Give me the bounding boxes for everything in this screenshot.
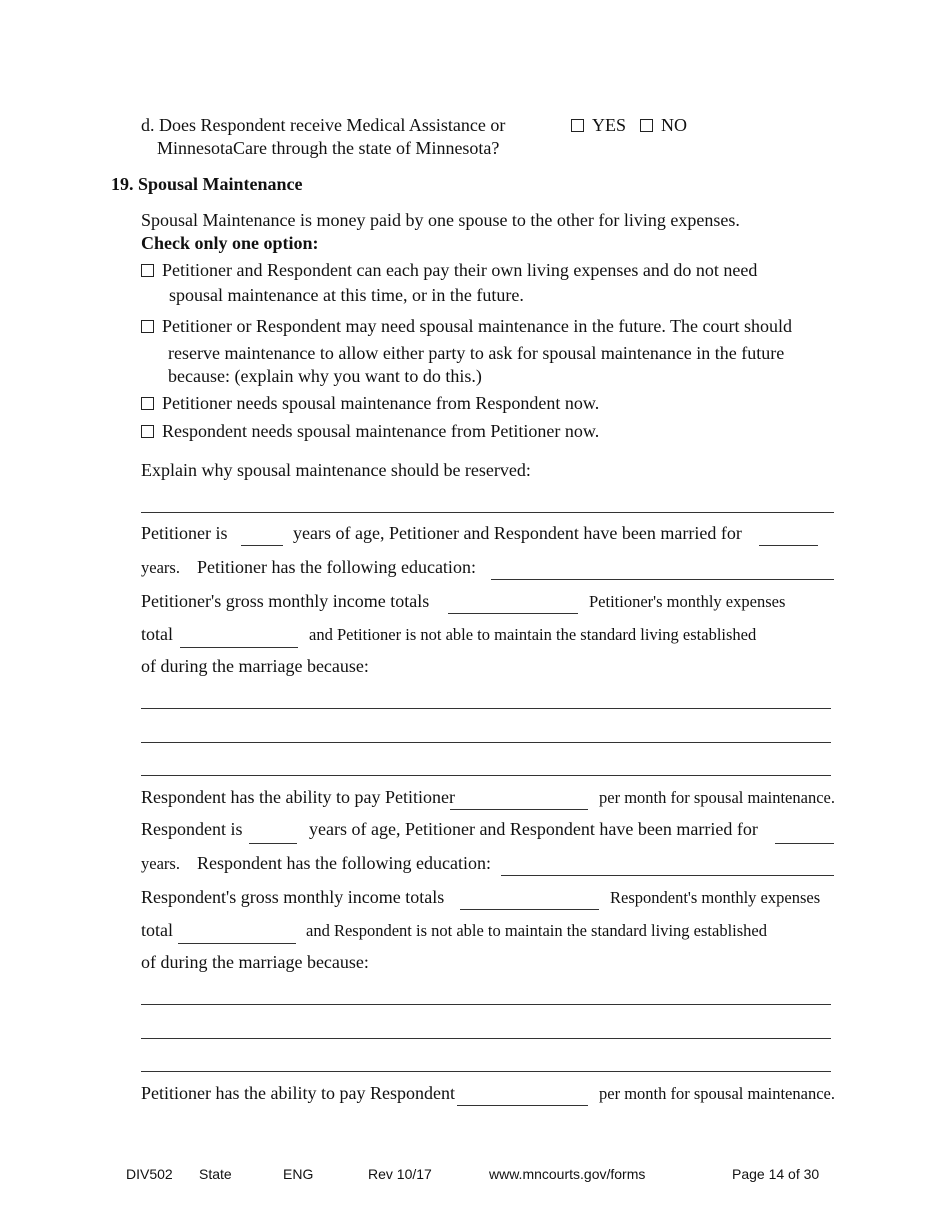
q18d-yes-label: YES (592, 115, 627, 135)
petitioner-pay-amount-field[interactable] (457, 1105, 588, 1106)
q18d-no-checkbox[interactable] (640, 119, 653, 132)
petitioner-is-label: Petitioner is (141, 523, 228, 543)
petitioner-reason-line-2[interactable] (141, 742, 831, 743)
petitioner-education-field[interactable] (491, 579, 834, 580)
petitioner-during-marriage-label: of during the marriage because: (141, 656, 369, 676)
petitioner-not-able-label: and Petitioner is not able to maintain the standard living established (309, 625, 757, 644)
option-respondent-needs-label: Respondent needs spousal maintenance from Petitioner now. (162, 421, 600, 441)
option-reserve-line1: Petitioner or Respondent may need spousal maintenance in the future. The court should (162, 316, 793, 336)
option-petitioner-needs-label: Petitioner needs spousal maintenance from Respondent now. (162, 393, 600, 413)
option-reserve-checkbox[interactable] (141, 320, 154, 333)
petitioner-gross-income-label: Petitioner's gross monthly income totals (141, 591, 430, 611)
q18d-text-line2: MinnesotaCare through the state of Minnesota? (157, 138, 500, 158)
petitioner-education-label: Petitioner has the following education: (197, 557, 476, 577)
respondent-ability-to-pay-label: Respondent has the ability to pay Petitioner (141, 787, 455, 807)
q18d-yes-checkbox[interactable] (571, 119, 584, 132)
respondent-during-marriage-label: of during the marriage because: (141, 952, 369, 972)
petitioner-reason-line-1[interactable] (141, 708, 831, 709)
footer-revision: Rev 10/17 (368, 1166, 432, 1182)
section-intro: Spousal Maintenance is money paid by one spouse to the other for living expenses. (141, 210, 740, 230)
explain-reserved-line[interactable] (141, 512, 834, 513)
option-no-maintenance-line2: spousal maintenance at this time, or in the future. (169, 285, 524, 305)
petitioner-married-years-field[interactable] (759, 545, 818, 546)
explain-reserved-label: Explain why spousal maintenance should be reserved: (141, 460, 531, 480)
section-instruction: Check only one option: (141, 233, 319, 253)
option-petitioner-needs-checkbox[interactable] (141, 397, 154, 410)
footer-state: State (199, 1166, 232, 1182)
section-heading: 19. Spousal Maintenance (111, 174, 303, 194)
option-reserve-line3: because: (explain why you want to do this.) (168, 366, 482, 386)
respondent-gross-income-field[interactable] (460, 909, 599, 910)
respondent-is-label: Respondent is (141, 819, 243, 839)
option-no-maintenance-checkbox[interactable] (141, 264, 154, 277)
respondent-age-field[interactable] (249, 843, 297, 844)
respondent-total-label: total (141, 920, 173, 940)
respondent-years-of-age-label: years of age, Petitioner and Respondent have been married for (309, 819, 758, 839)
footer-form-id: DIV502 (126, 1166, 173, 1182)
petitioner-per-month-label: per month for spousal maintenance. (599, 1084, 835, 1103)
q18d-text-line1: d. Does Respondent receive Medical Assistance or (141, 115, 506, 135)
respondent-education-field[interactable] (501, 875, 834, 876)
respondent-monthly-expenses-label: Respondent's monthly expenses (610, 888, 821, 907)
footer-url[interactable]: www.mncourts.gov/forms (489, 1166, 646, 1182)
respondent-expenses-total-field[interactable] (178, 943, 296, 944)
petitioner-total-label: total (141, 624, 173, 644)
respondent-per-month-label: per month for spousal maintenance. (599, 788, 835, 807)
option-reserve-line2: reserve maintenance to allow either party to ask for spousal maintenance in the future (168, 343, 785, 363)
option-no-maintenance-line1: Petitioner and Respondent can each pay their own living expenses and do not need (162, 260, 758, 280)
petitioner-years-label: years. (141, 558, 180, 577)
petitioner-gross-income-field[interactable] (448, 613, 578, 614)
footer-page-number: Page 14 of 30 (732, 1166, 820, 1182)
petitioner-ability-to-pay-label: Petitioner has the ability to pay Respondent (141, 1083, 455, 1103)
respondent-married-years-field[interactable] (775, 843, 834, 844)
petitioner-age-field[interactable] (241, 545, 283, 546)
respondent-gross-income-label: Respondent's gross monthly income totals (141, 887, 445, 907)
petitioner-expenses-total-field[interactable] (180, 647, 298, 648)
petitioner-reason-line-3[interactable] (141, 775, 831, 776)
respondent-pay-amount-field[interactable] (450, 809, 588, 810)
footer-language: ENG (283, 1166, 314, 1182)
respondent-not-able-label: and Respondent is not able to maintain the standard living established (306, 921, 767, 940)
respondent-reason-line-3[interactable] (141, 1071, 831, 1072)
respondent-education-label: Respondent has the following education: (197, 853, 491, 873)
q18d-no-label: NO (661, 115, 687, 135)
respondent-reason-line-1[interactable] (141, 1004, 831, 1005)
petitioner-years-of-age-label: years of age, Petitioner and Respondent have been married for (293, 523, 742, 543)
option-respondent-needs-checkbox[interactable] (141, 425, 154, 438)
petitioner-monthly-expenses-label: Petitioner's monthly expenses (589, 592, 786, 611)
respondent-years-label: years. (141, 854, 180, 873)
respondent-reason-line-2[interactable] (141, 1038, 831, 1039)
